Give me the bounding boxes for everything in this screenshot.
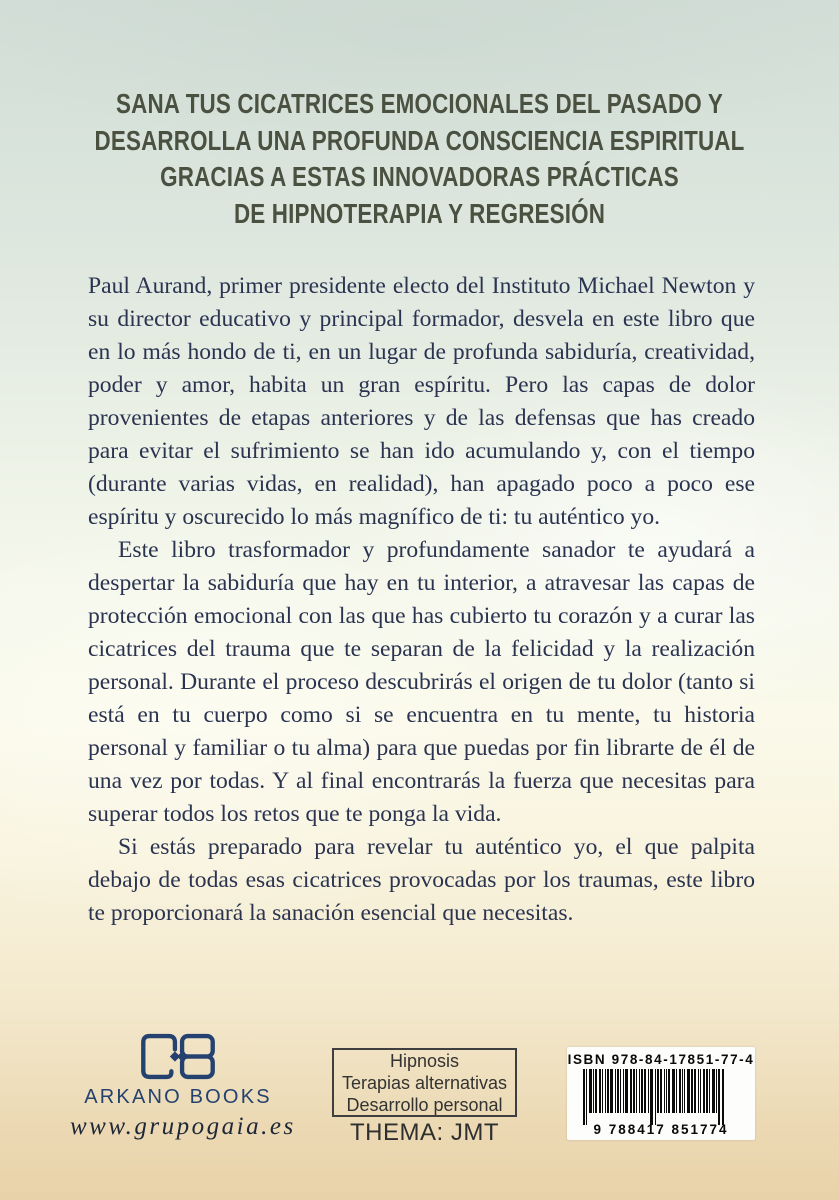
publisher-website: www.grupogaia.es: [70, 1113, 296, 1140]
synopsis-paragraph: Si estás preparado para revelar tu auténtico yo, el que palpita debajo de todas esas cicatrices provocadas por los traumas, este libro te proporcionará la sanación esencial que necesitas.: [88, 834, 755, 926]
synopsis-paragraph: Este libro trasformador y profundamente sanador te ayudará a despertar la sabiduría que hay en tu interior, a atravesar las capas de protección emocional con las que has cubierto tu corazón y a curar las cicatrices del trauma que te separan de la felicidad y la realización personal. Durante el proceso descubrirás el origen de tu dolor (tanto si está en tu cuerpo como si se encuentra en tu mente, tu historia personal y familiar o tu alma) para que puedas por fin librarte de él de una vez por todas. Y al final encontrarás la fuerza que necesitas para superar todos los retos que te ponga la vida.: [88, 537, 755, 827]
publisher-block: [70, 1032, 296, 1141]
headline: [84, 86, 755, 232]
headline-line: DE HIPNOTERAPIA Y REGRESIÓN: [233, 197, 606, 229]
thema-code: THEMA: JMT: [350, 1119, 499, 1146]
barcode-panel: [567, 1047, 755, 1140]
synopsis-paragraph: Paul Aurand, primer presidente electo del Instituto Michael Newton y su director educativo y principal formador, desvela en este libro que en lo más hondo de ti, en un lugar de profunda sabiduría, creatividad, poder y amor, habita un gran espíritu. Pero las capas de dolor provenientes de etapas anteriores y de las defensas que has creado para evitar el sufrimiento se han ido acumulando y, con el tiempo (durante varias vidas, en realidad), han apagado poco a poco ese espíritu y oscurecido lo más magnífico de ti: tu auténtico yo.: [88, 273, 755, 530]
barcode-icon: [577, 1069, 745, 1127]
category-box: [332, 1048, 517, 1117]
category-item: Terapias alternativas: [341, 1072, 508, 1093]
publisher-name: ARKANO BOOKS: [84, 1086, 272, 1108]
isbn-label: ISBN 978-84-17851-77-4: [567, 1052, 755, 1067]
publisher-monogram-icon: [139, 1032, 217, 1081]
category-item: Desarrollo personal: [346, 1094, 503, 1115]
barcode-digits: 9 788417 851774: [593, 1122, 729, 1137]
headline-line: GRACIAS A ESTAS INNOVADORAS PRÁCTICAS: [160, 161, 679, 192]
synopsis: [88, 270, 755, 930]
headline-line: DESARROLLA UNA PROFUNDA CONSCIENCIA ESPIRITUAL: [94, 124, 745, 156]
headline-line: SANA TUS CICATRICES EMOCIONALES DEL PASADO Y: [116, 88, 723, 119]
category-item: Hipnosis: [389, 1050, 460, 1071]
